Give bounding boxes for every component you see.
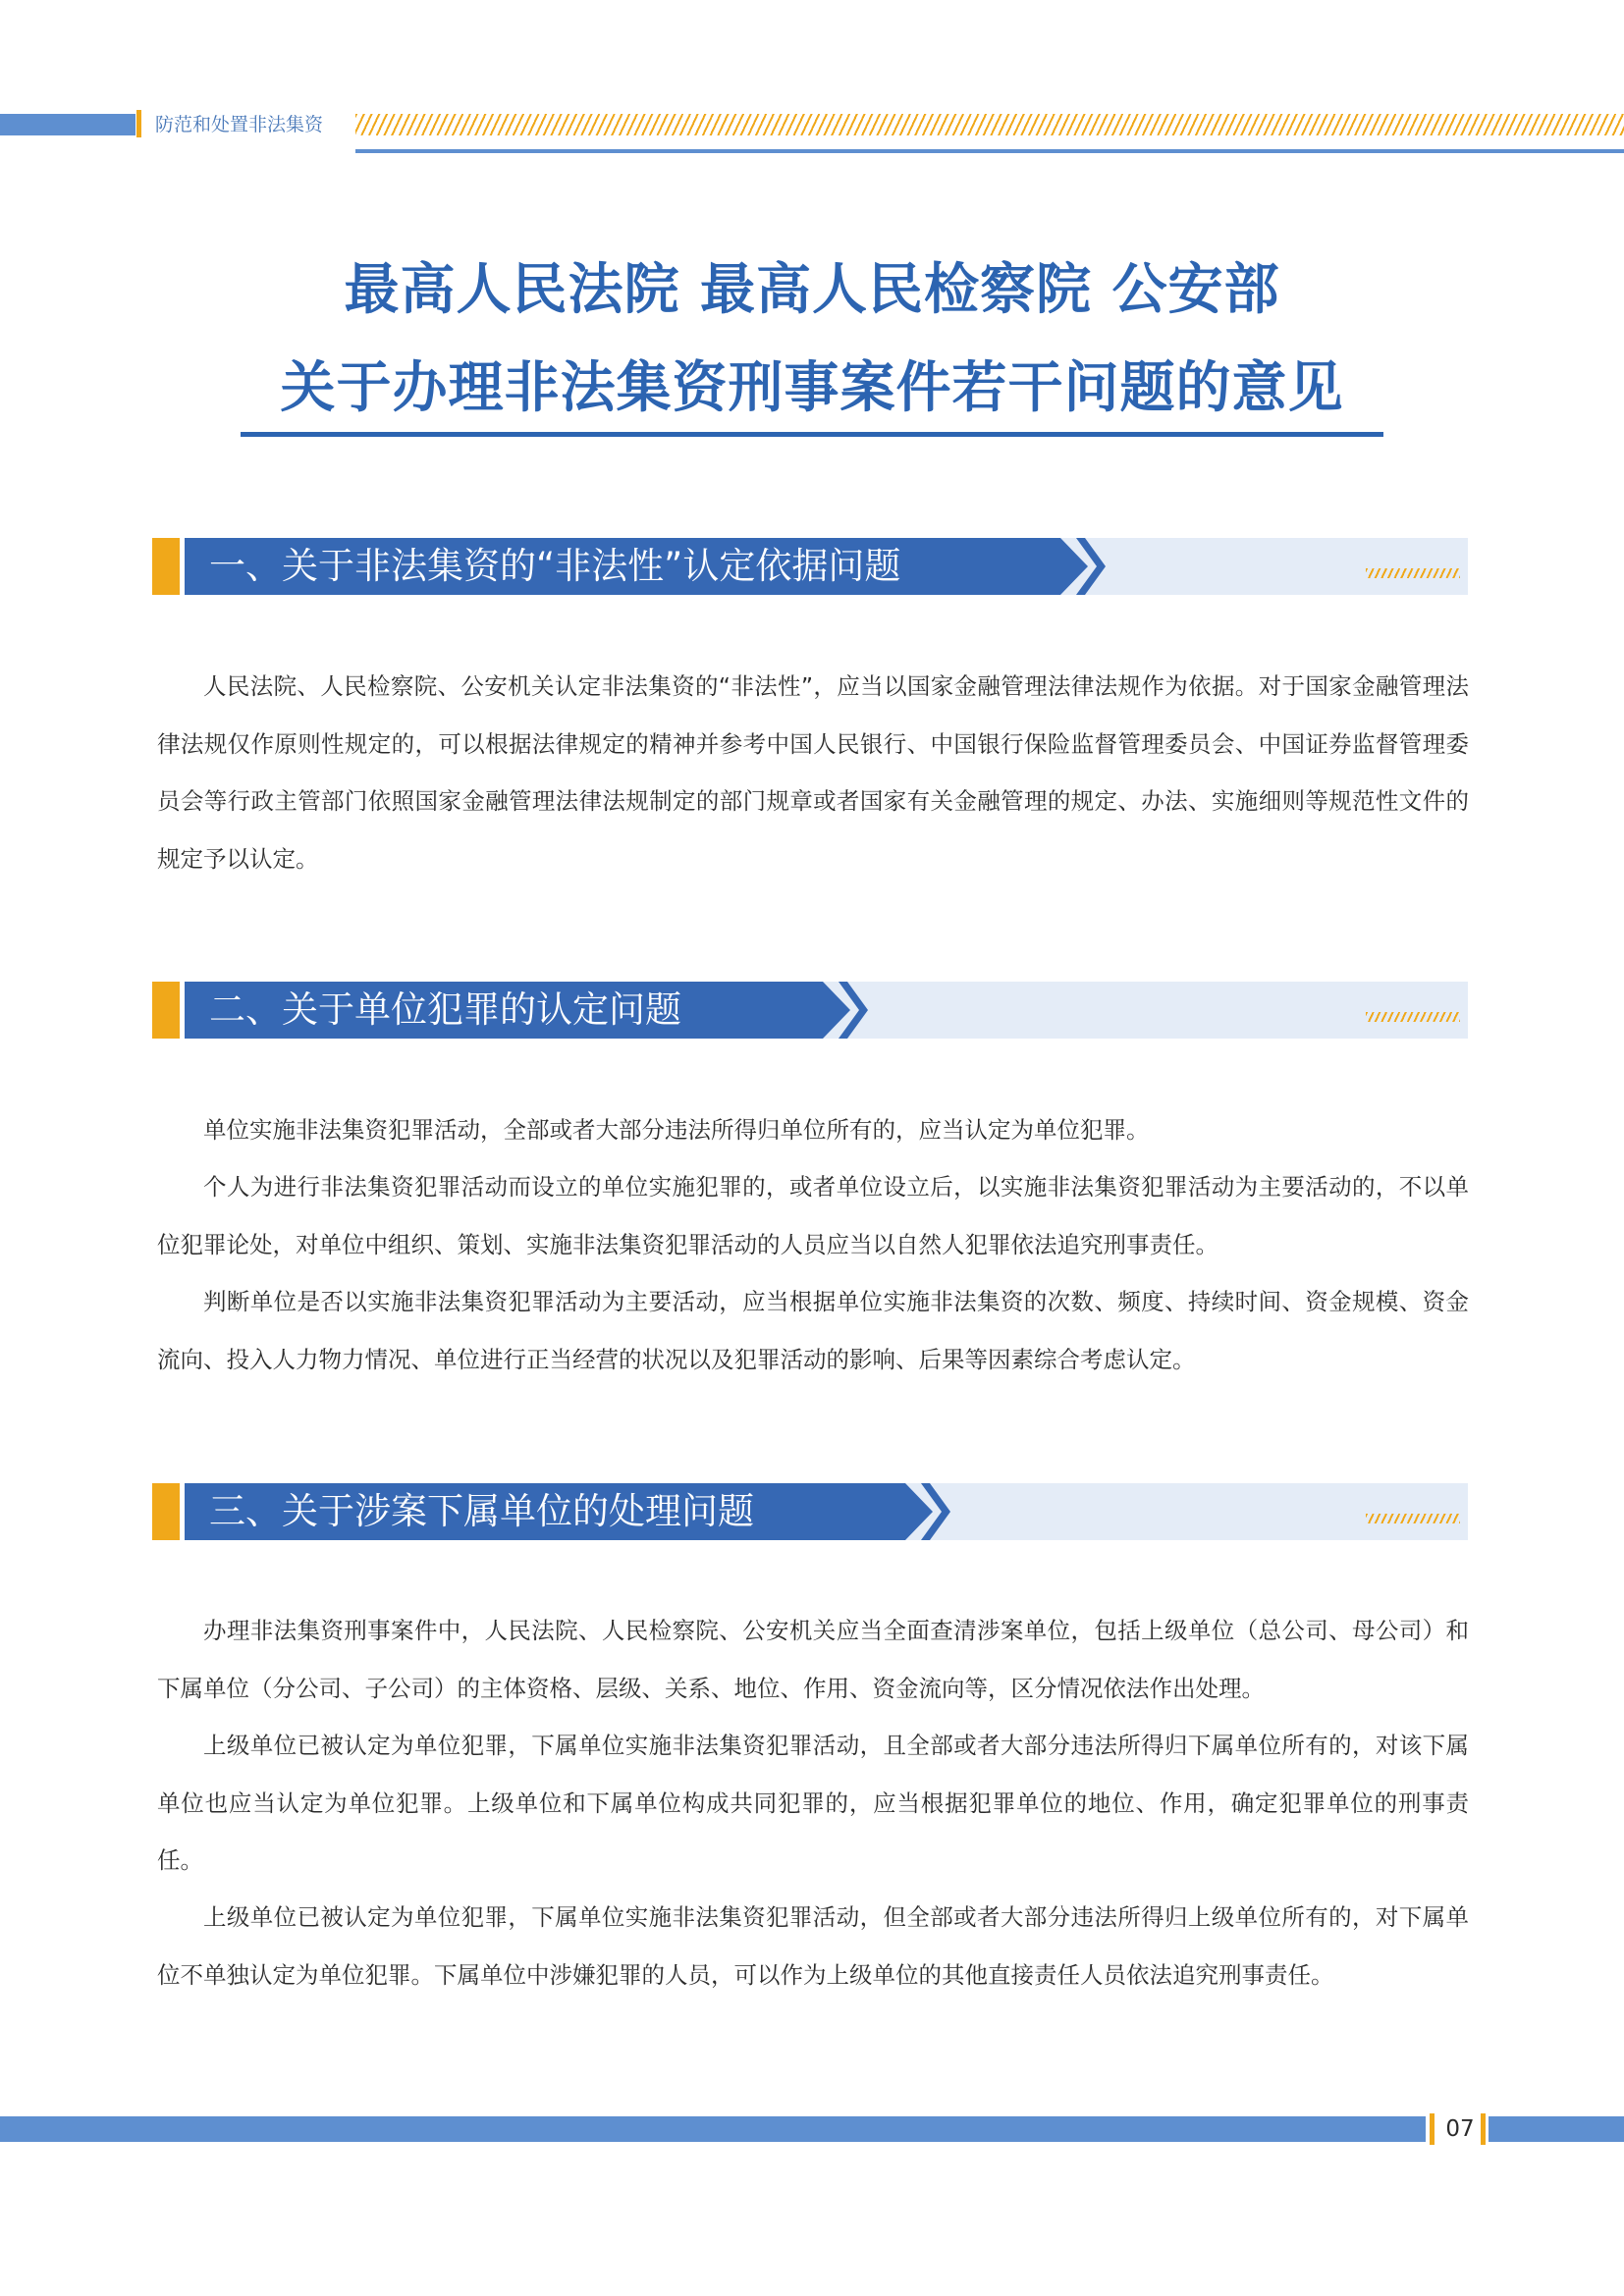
section-hatch-pattern — [1366, 568, 1460, 578]
section-2-paragraph-1: 单位实施非法集资犯罪活动，全部或者大部分违法所得归单位所有的，应当认定为单位犯罪。 — [203, 1116, 1150, 1144]
section-3-paragraph-3: 上级单位已被认定为单位犯罪，下属单位实施非法集资犯罪活动，但全部或者大部分违法所得归上级单位所有的，对下属单位不单独认定为单位犯罪。下属单位中涉嫌犯罪的人员，可以作为上级单位的其他直接责任人员依法追究刑事责任。 — [157, 1903, 1469, 1989]
section-2-paragraph-3: 判断单位是否以实施非法集资犯罪活动为主要活动，应当根据单位实施非法集资的次数、频度、持续时间、资金规模、资金流向、投入人力物力情况、单位进行正当经营的状况以及犯罪活动的影响、后果等因素综合考虑认定。 — [157, 1288, 1469, 1373]
header-accent-mark — [136, 110, 141, 137]
footer-bar-left — [0, 2116, 1426, 2142]
section-1-paragraph-1: 人民法院、人民检察院、公安机关认定非法集资的“非法性”，应当以国家金融管理法律法规作为依据。对于国家金融管理法律法规仅作原则性规定的，可以根据法律规定的精神并参考中国人民银行、中国银行保险监督管理委员会、中国证券监督管理委员会等行政主管部门依照国家金融管理法律法规制定的部门规章或者国家有关金融管理的规定、办法、实施细则等规范性文件的规定予以认定。 — [157, 672, 1469, 873]
section-3-paragraph-1: 办理非法集资刑事案件中，人民法院、人民检察院、公安机关应当全面查清涉案单位，包括上级单位（总公司、母公司）和下属单位（分公司、子公司）的主体资格、层级、关系、地位、作用、资金流向等，区分情况依法作出处理。 — [157, 1617, 1469, 1702]
section-2-heading: 二、关于单位犯罪的认定问题 — [209, 988, 681, 1031]
footer-accent-mark-left — [1430, 2113, 1435, 2145]
section-3-header — [152, 1483, 1468, 1540]
section-2-paragraph-2: 个人为进行非法集资犯罪活动而设立的单位实施犯罪的，或者单位设立后，以实施非法集资犯罪活动为主要活动的，不以单位犯罪论处，对单位中组织、策划、实施非法集资犯罪活动的人员应当以自然人犯罪依法追究刑事责任。 — [157, 1173, 1469, 1258]
doc-title-line2: 关于办理非法集资刑事案件若干问题的意见 — [280, 356, 1344, 420]
section-3-paragraph-2: 上级单位已被认定为单位犯罪，下属单位实施非法集资犯罪活动，且全部或者大部分违法所得归下属单位所有的，对该下属单位也应当认定为单位犯罪。上级单位和下属单位构成共同犯罪的，应当根据犯罪单位的地位、作用，确定犯罪单位的刑事责任。 — [157, 1732, 1469, 1874]
section-accent-mark — [152, 982, 180, 1039]
section-accent-mark — [152, 538, 180, 595]
header-rule — [355, 149, 1624, 153]
running-title: 防范和处置非法集资 — [155, 114, 324, 135]
section-3-heading: 三、关于涉案下属单位的处理问题 — [209, 1490, 754, 1532]
page-number: 07 — [1445, 2116, 1475, 2142]
section-1-heading: 一、关于非法集资的“非法性”认定依据问题 — [209, 545, 901, 587]
section-hatch-pattern — [1366, 1514, 1460, 1523]
doc-title-line1: 最高人民法院 最高人民检察院 公安部 — [344, 258, 1280, 322]
footer-bar-right — [1489, 2116, 1624, 2142]
section-accent-mark — [152, 1483, 180, 1540]
section-hatch-pattern — [1366, 1012, 1460, 1022]
header-bar-left — [0, 114, 135, 135]
header-hatch-pattern — [355, 114, 1624, 135]
section-2-header — [152, 982, 1468, 1039]
title-underline — [241, 432, 1383, 437]
section-1-header — [152, 538, 1468, 595]
footer-accent-mark-right — [1481, 2113, 1486, 2145]
